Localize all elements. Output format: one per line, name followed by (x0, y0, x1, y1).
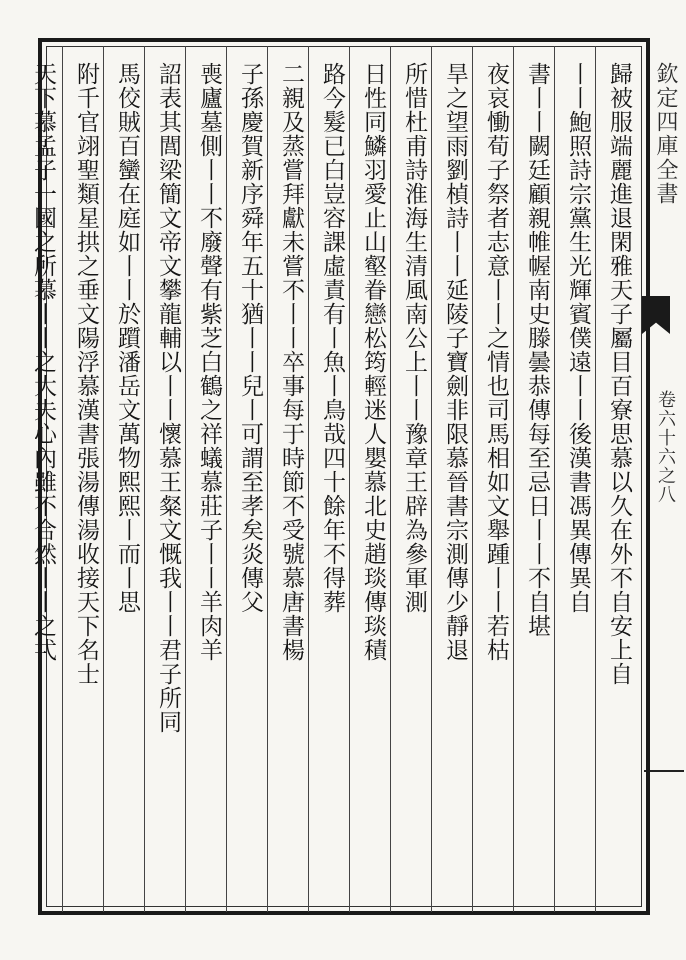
text-column-1: 歸被服端麗進退閑雅天子屬目百寮思慕以久在外不自安上自 (606, 62, 632, 686)
text-column-11: 喪廬墓側丨丨不廢聲有紫芝白鶴之祥蟻慕莊子丨丨羊肉羊 (196, 62, 222, 662)
text-column-13: 馬佼賊百蠻在庭如丨丨於躓潘岳文萬物熙熙丨而丨思 (114, 62, 140, 614)
text-column-2: 丨丨鮑照詩宗黨生光輝賓僕遠丨丨後漢書馮異傳異自 (565, 62, 591, 614)
text-column-4: 夜哀慟荀子祭者志意丨丨之情也司馬相如文舉踵丨丨若枯 (483, 62, 509, 662)
text-column-14: 附千官翊聖類星拱之垂文陽浮慕漢書張湯傳湯收接天下名士 (73, 62, 99, 686)
text-column-10: 子孫慶賀新序舜年五十猶丨丨兒丨可謂至孝矣炎傳父 (237, 62, 263, 614)
text-column-12: 詔表其閭梁簡文帝文攀龍輔以丨丨懷慕王粲文慨我丨丨君子所同 (155, 62, 181, 734)
text-column-5: 旱之望雨劉楨詩丨丨延陵子寶劍非限慕晉書宗測傳少靜退 (442, 62, 468, 662)
volume-number: 卷六十六之八 (655, 390, 676, 504)
margin-rule (644, 770, 684, 772)
book-title: 欽定四庫全書 (653, 62, 678, 206)
text-column-3: 書丨丨闕廷顧親帷幄南史滕曇恭傳每至忌日丨丨不自堪 (524, 62, 550, 638)
text-column-9: 二親及蒸嘗拜獻未嘗不丨丨卒事每于時節不受號慕唐書楊 (278, 62, 304, 662)
text-column-8: 路今髮已白豈容課虛責有丨魚丨鳥哉四十餘年不得葬 (319, 62, 345, 614)
text-column-7: 日性同鱗羽愛止山壑眷戀松筠輕迷人嬰慕北史趙琰傳琰積 (360, 62, 386, 662)
text-column-6: 所惜杜甫詩淮海生清風南公上丨丨豫章王辟為參軍測 (401, 62, 427, 614)
text-column-15: 天下慕孟子一國之所慕丨丨之大夫心內雖不合然丨丨之弌 (30, 62, 56, 662)
